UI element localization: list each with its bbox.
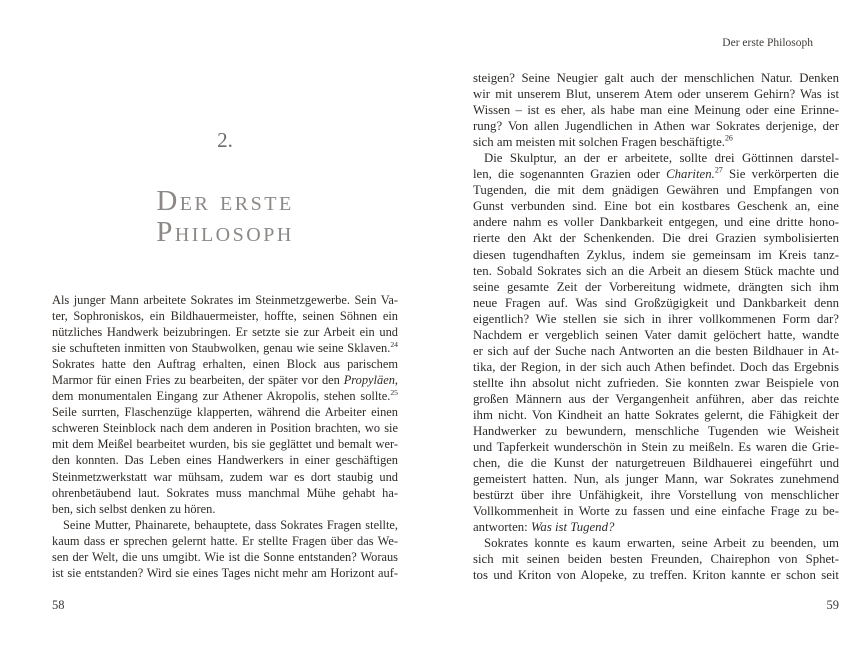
- text-line: seine gesamte Zeit der Vorbereitung widmete, drängten sich ihm: [473, 279, 839, 294]
- text-line: sie schufteten inmitten von Staubwolken, genau wie seine Sklaven.$^{24}$: [52, 340, 398, 356]
- text-line: wir mit unserem Blut, unserem Atem oder unserem Gehirn? Was ist: [473, 87, 839, 102]
- text-line: Seile surrten, Flaschenzüge klapperten, während die Arbeiter einen: [52, 405, 398, 420]
- text-line: diesen tugendhaften Zyklus, indem sie gemeinsam im Kreis tanz-: [473, 247, 839, 262]
- text-line: großen Männern aus der Vergangenheit anführen, aber das reichte: [473, 391, 839, 406]
- text-line: antworten: Was ist Tugend?: [473, 520, 615, 535]
- text-line: Wissen – ist es eher, als habe man eine Meinung oder eine Erinne-: [473, 103, 839, 118]
- text-line: sen der Welt, die uns umgibt. Wie ist die Sonne entstanden? Woraus: [52, 549, 398, 564]
- text-line: dem monumentalen Eingang zur Athener Akropolis, stehen sollte.$^{25}$: [52, 388, 398, 404]
- text-line: neue Fragen auf. Was sind Großzügigkeit und Dankbarkeit denn: [473, 295, 839, 310]
- left-page-number: 58: [52, 598, 65, 612]
- text-line: steigen? Seine Neugier galt auch der menschlichen Natur. Denken: [473, 71, 839, 85]
- right-page-body-text: [473, 70, 839, 584]
- paragraph: [473, 150, 839, 535]
- text-line: Sokrates konnte es kaum erwarten, seine Arbeit zu beenden, um: [484, 536, 839, 551]
- footnote-reference: 25: [390, 388, 398, 398]
- text-line: Die Skulptur, an der er arbeitete, sollte drei Göttinnen darstel-: [484, 151, 839, 166]
- text-line: mit dem Meißel bearbeitet wurden, bis sie geglättet und bemalt wer-: [52, 437, 398, 452]
- text-line: stellte ihn absolut nicht zufrieden. Sie konnten zwar Beispiele von: [473, 375, 839, 390]
- chapter-title-line-1: Der erste: [156, 185, 294, 217]
- text-line: Seine Mutter, Phainarete, behauptete, dass Sokrates Fragen stellte,: [63, 517, 398, 532]
- chapter-number: 2.: [217, 128, 233, 152]
- text-line: gemeistert hatten. Nun, als junger Mann, war Sokrates zunehmend: [473, 472, 839, 487]
- text-line: rierte den Akt der Schenkenden. Die drei Grazien symbolisierten: [473, 231, 839, 246]
- text-line: ohrenbetäubend laut. Sokrates muss manchmal Mühe gehabt ha-: [52, 485, 398, 500]
- text-line: Vollkommenheit in Worte zu fassen und eine einfache Frage zu be-: [473, 504, 839, 519]
- text-line: ter, Sophroniskos, ein Bildhauermeister, hoffte, seinen Söhnen ein: [52, 309, 398, 324]
- footnote-reference: 27: [714, 166, 723, 176]
- footnote-reference: 24: [390, 340, 398, 350]
- footnote-reference: 26: [724, 133, 733, 143]
- chapter-title: [52, 186, 398, 248]
- text-line: den konnten. Das Leben eines Handwerkers in einer geschäftigen: [52, 453, 398, 468]
- text-line: ist sie entstanden? Wird sie eines Tages nicht mehr am Horizont auf-: [52, 565, 398, 580]
- text-line: Nachdem er vergeblich seinen Vater damit gelöchert hatte, wandte: [473, 327, 839, 342]
- text-line: ben, sich selbst denken zu hören.: [52, 501, 216, 516]
- text-line: Tugenden, die mit dem gnädigen Gewähren und Empfangen von: [473, 183, 839, 198]
- text-line: tika, der Region, in der sich auch Athen befindet. Doch das Ergebnis: [473, 359, 839, 374]
- text-line: len, die sogenannten Grazien oder Chariten.$^{27}$ Sie verkörperten die: [473, 166, 839, 182]
- left-page-body-text: [52, 292, 398, 581]
- right-page: [473, 0, 839, 648]
- text-line: andere nahm es voller Dankbarkeit entgegen, und eine dritte hono-: [473, 215, 839, 230]
- text-line: Als junger Mann arbeitete Sokrates im Steinmetzgewerbe. Sein Va-: [52, 293, 398, 307]
- text-line: Steinmetzwerkstatt war mühsam, zudem war es dort staubig und: [52, 469, 398, 484]
- text-line: rung? Von allen Jugendlichen in Athen war Sokrates derjenige, der: [473, 119, 839, 134]
- left-page: [52, 0, 398, 648]
- text-line: eigentlich? Wie stellen sie sich in ihrer vollkommenen Form dar?: [473, 311, 839, 326]
- text-line: Sokrates hatte den Auftrag erhalten, einen Block aus parischem: [52, 357, 398, 372]
- chapter-title-line-2: Philosoph: [156, 216, 294, 248]
- text-line: Handwerker zu bewundern, menschliche Tugenden wie Weisheit: [473, 424, 839, 439]
- text-line: Marmor für einen Fries zu bearbeiten, der später vor den Propyläen,: [52, 373, 398, 388]
- text-line: chen, die die Kunst der naturgetreuen Bildhauerei eingeführt und: [473, 456, 839, 471]
- text-line: tos und Kriton von Alopeke, zu treffen. Kriton kannte er schon seit: [473, 568, 839, 583]
- text-line: nützliches Handwerk beizubringen. Er setzte sie zur Arbeit ein und: [52, 325, 398, 340]
- text-line: er sich auf der Suche nach Antworten an die besten Bildhauer in At-: [473, 343, 839, 358]
- text-line: sich am meisten mit solchen Fragen beschäftigte.$^{26}$: [473, 133, 733, 150]
- text-line: sich mit seinen beiden besten Freunden, Chairephon von Sphet-: [473, 552, 839, 567]
- paragraph: [473, 70, 839, 150]
- text-line: ihm nicht. Von Kindheit an hatte Sokrates gelernt, die Fähigkeit der: [473, 407, 839, 422]
- text-line: schweren Steinblock nach dem anderen in Position brachten, wo sie: [52, 421, 398, 436]
- text-line: Gunst verbunden sind. Eine bot ein kostbares Geschenk an, eine: [473, 199, 839, 214]
- text-line: kaum dass er sprechen gelernt hatte. Er stellte Fragen über das We-: [52, 533, 398, 548]
- text-line: bestürzt über ihre Unfähigkeit, ihre Vorstellung von menschlicher: [473, 488, 839, 503]
- paragraph: [52, 292, 398, 517]
- text-line: ten. Sobald Sokrates sich an die Arbeit an diesem Stück machte und: [473, 263, 839, 278]
- paragraph: [52, 517, 398, 581]
- paragraph: [473, 535, 839, 583]
- right-page-number: 59: [826, 598, 839, 612]
- running-header: Der erste Philosoph: [722, 37, 813, 49]
- text-line: und Tapferkeit wunderschön in Stein zu meißeln. Es waren die Grie-: [473, 440, 839, 455]
